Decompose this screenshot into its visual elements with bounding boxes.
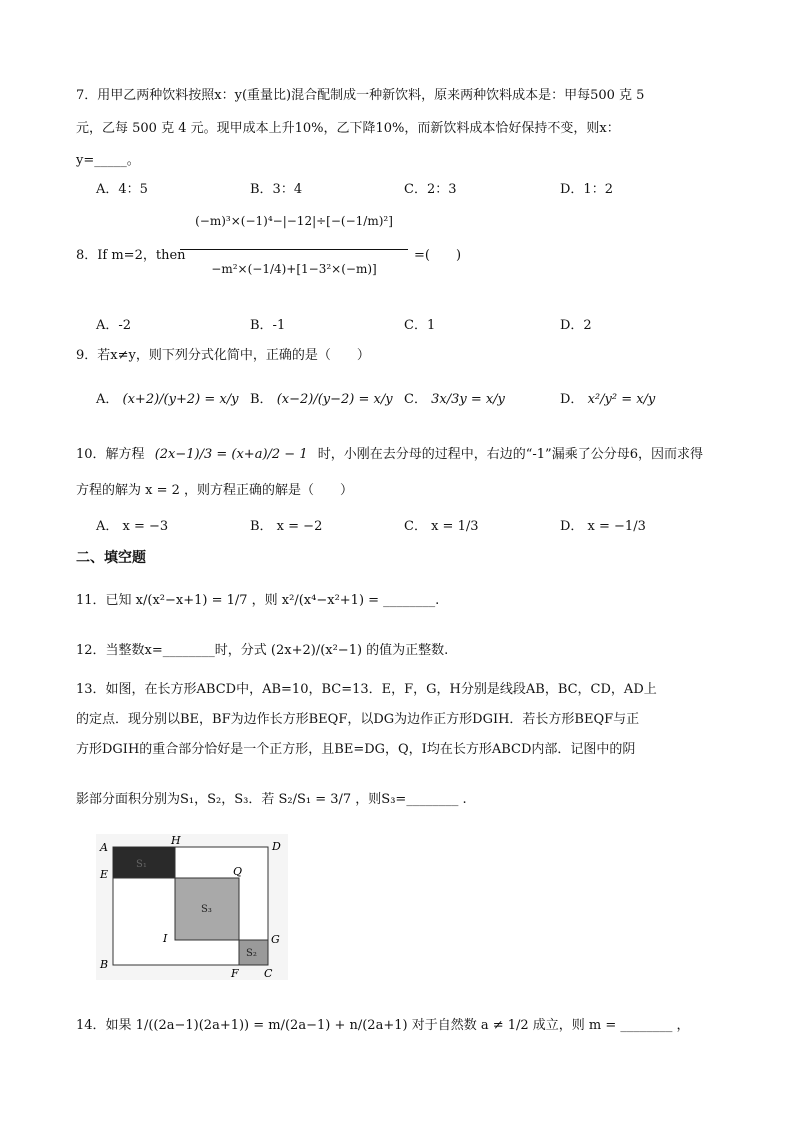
- q9-option-c-label: C．: [404, 392, 427, 407]
- q8-lead: 8．If m=2，then: [76, 248, 186, 263]
- label-f: F: [231, 967, 239, 980]
- q9-option-c: [404, 388, 505, 407]
- label-c: C: [264, 967, 273, 980]
- q7-line2: 元，乙每 500 克 4 元。现甲成本上升10%，乙下降10%，而新饮料成本恰好保持不变，则x：: [76, 121, 620, 136]
- q13-line4: 影部分面积分别为S₁，S₂，S₃．若 S₂/S₁ = 3/7 ，则S₃=________ .: [76, 792, 467, 807]
- label-a: A: [100, 841, 108, 854]
- label-s3: S₃: [201, 904, 212, 915]
- q8-option-c: C．1: [404, 318, 436, 333]
- q9-option-d-label: D．: [560, 392, 584, 407]
- label-i: I: [163, 932, 168, 945]
- q13-line3: 方形DGIH的重合部分恰好是一个正方形，且BE=DG，Q，I均在长方形ABCD内部．记图中的阴: [76, 742, 636, 757]
- label-b: B: [100, 958, 109, 971]
- q7-option-a: A．4：5: [96, 182, 148, 197]
- q9-stem: 9．若x≠y，则下列分式化简中，正确的是（ ）: [76, 348, 370, 363]
- q9-option-a-label: A．: [96, 392, 119, 407]
- q9-option-d: [560, 388, 655, 407]
- label-g: G: [271, 933, 280, 946]
- q9-option-c-expr: 3x/3y = x/y: [431, 392, 505, 407]
- label-h: H: [171, 834, 181, 847]
- section-title: 二、填空题: [76, 550, 146, 566]
- q9-option-a-expr: (x+2)/(y+2) = x/y: [122, 392, 239, 407]
- q9-option-b-expr: (x−2)/(y−2) = x/y: [276, 392, 393, 407]
- q11-text: 11．已知 x/(x²−x+1) = 1/7 ，则 x²/(x⁴−x²+1) = ________.: [76, 593, 440, 608]
- q8-tail: =( ): [414, 248, 462, 263]
- q10-lead: 10．解方程: [76, 447, 145, 462]
- q9-option-b-label: B．: [250, 392, 273, 407]
- q10-option-d: D． x = −1/3: [560, 519, 646, 534]
- label-s2: S₂: [246, 948, 257, 959]
- q7-option-b: B．3：4: [250, 182, 303, 197]
- q10-option-b: B． x = −2: [250, 519, 323, 534]
- label-q: Q: [233, 865, 243, 878]
- label-e: E: [100, 868, 109, 881]
- q13-line1: 13．如图，在长方形ABCD中，AB=10，BC=13．E，F，G，H分别是线段AB，BC，CD，AD上: [76, 682, 657, 697]
- q8-fraction-bar: [180, 249, 408, 250]
- q7-option-d: D．1：2: [560, 182, 613, 197]
- label-s1: S₁: [136, 859, 147, 870]
- q7-line3: y=_____。: [76, 153, 140, 168]
- q8-option-b: B．-1: [250, 318, 286, 333]
- q13-line2: 的定点．现分别以BE，BF为边作长方形BEQF，以DG为边作正方形DGIH．若长方形BEQF与正: [76, 712, 640, 727]
- q14-text: 14．如果 1/((2a−1)(2a+1)) = m/(2a−1) + n/(2a+1) 对于自然数 a ≠ 1/2 成立，则 m = ________ ，: [76, 1018, 690, 1033]
- q10-option-a: A． x = −3: [96, 519, 169, 534]
- q9-option-b: [250, 388, 393, 407]
- q12-text: 12．当整数x=________时，分式 (2x+2)/(x²−1) 的值为正整数.: [76, 643, 449, 658]
- q8-denominator: −m²×(−1/4)+[1−3²×(−m)]: [211, 262, 377, 276]
- q10-equation: (2x−1)/3 = (x+a)/2 − 1: [154, 447, 308, 462]
- label-d: D: [272, 840, 281, 853]
- q8-option-a: A．-2: [96, 318, 132, 333]
- q8-option-d: D．2: [560, 318, 592, 333]
- q9-option-d-expr: x²/y² = x/y: [587, 392, 656, 407]
- q9-option-a: [96, 388, 238, 407]
- q7-line1: 7．用甲乙两种饮料按照x：y(重量比)混合配制成一种新饮料，原来两种饮料成本是：甲每500 克 5: [76, 88, 645, 103]
- q10-line1-tail: 时，小刚在去分母的过程中，右边的“-1”漏乘了公分母6，因而求得: [317, 447, 703, 462]
- q10-line2: 方程的解为 x = 2 ，则方程正确的解是（ ）: [76, 483, 354, 498]
- q10-option-c: C． x = 1/3: [404, 519, 479, 534]
- q13-figure: [96, 834, 288, 980]
- q10-line1: [76, 443, 703, 462]
- q7-option-c: C．2：3: [404, 182, 457, 197]
- q8-numerator: (−m)³×(−1)⁴−|−12|÷[−(−1/m)²]: [195, 214, 393, 228]
